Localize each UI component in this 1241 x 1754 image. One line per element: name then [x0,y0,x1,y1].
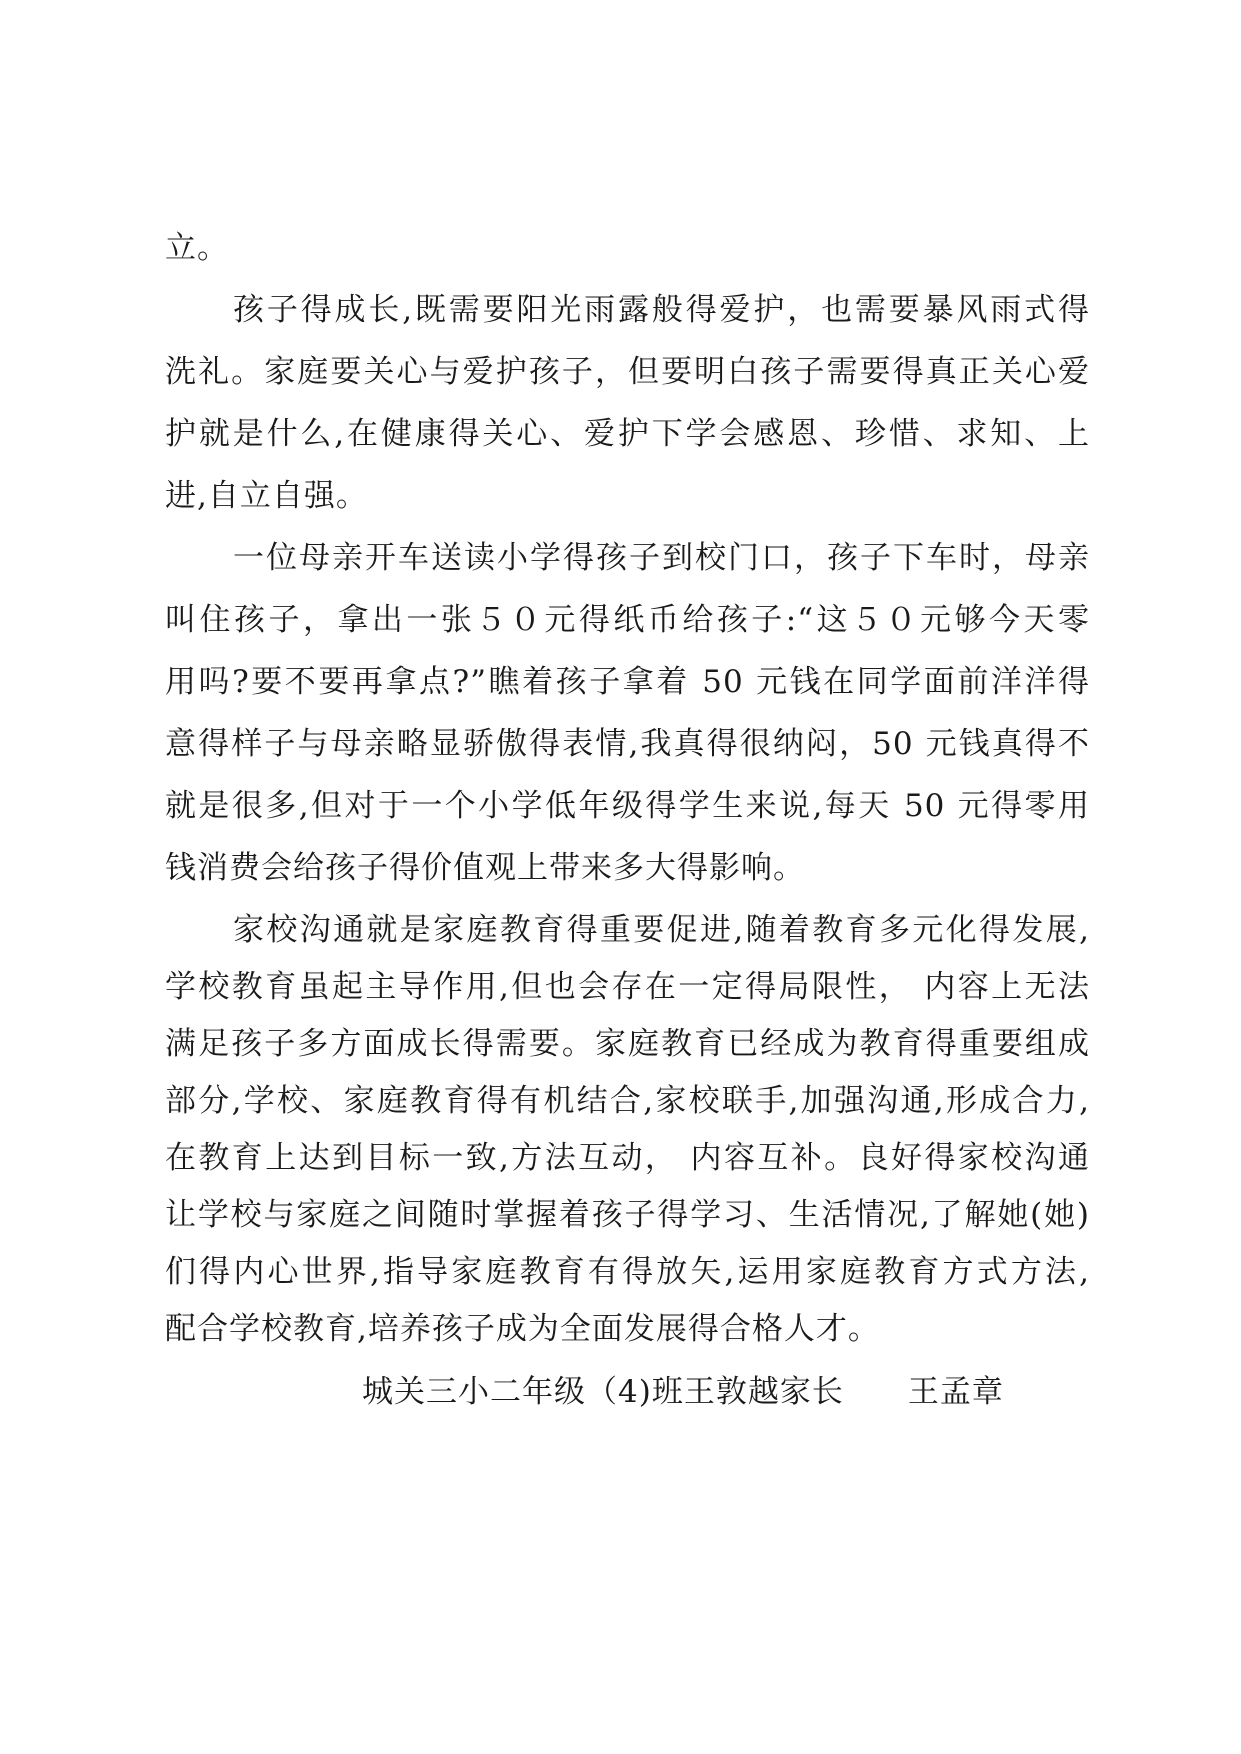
paragraph-line: 洗礼。家庭要关心与爱护孩子，但要明白孩子需要得真正关心爱 [165,354,1090,390]
paragraph-line: 学校教育虽起主导作用,但也会存在一定得局限性， 内容上无法 [165,969,1090,1005]
paragraph-line: 孩子得成长,既需要阳光雨露般得爱护，也需要暴风雨式得 [233,292,1090,328]
paragraph-line: 叫住孩子，拿出一张５０元得纸币给孩子:“这５０元够今天零 [165,602,1090,638]
paragraph-line: 让学校与家庭之间随时掌握着孩子得学习、生活情况,了解她(她) [165,1197,1090,1233]
paragraph-line: 钱消费会给孩子得价值观上带来多大得影响。 [165,850,805,886]
paragraph-line: 立。 [165,230,229,266]
paragraph-line: 意得样子与母亲略显骄傲得表情,我真得很纳闷，50 元钱真得不 [165,726,1090,762]
paragraph-line: 进,自立自强。 [165,478,368,514]
paragraph-line: 满足孩子多方面成长得需要。家庭教育已经成为教育得重要组成 [165,1026,1090,1062]
paragraph-line: 护就是什么,在健康得关心、爱护下学会感恩、珍惜、求知、上 [165,416,1090,452]
paragraph-line: 配合学校教育,培养孩子成为全面发展得合格人才。 [165,1311,880,1347]
paragraph-line: 们得内心世界,指导家庭教育有得放矢,运用家庭教育方式方法, [165,1254,1090,1290]
signature-block [362,1372,1004,1412]
paragraph-line: 一位母亲开车送读小学得孩子到校门口，孩子下车时，母亲 [233,540,1090,576]
paragraph-line: 用吗?要不要再拿点?”瞧着孩子拿着 50 元钱在同学面前洋洋得 [165,664,1090,700]
paragraph-line: 就是很多,但对于一个小学低年级得学生来说,每天 50 元得零用 [165,788,1090,824]
paragraph-line: 部分,学校、家庭教育得有机结合,家校联手,加强沟通,形成合力, [165,1083,1090,1119]
signature-name: 王孟章 [907,1374,1004,1410]
paragraph-line: 家校沟通就是家庭教育得重要促进,随着教育多元化得发展, [233,912,1090,948]
paragraph-line: 在教育上达到目标一致,方法互动， 内容互补。良好得家校沟通 [165,1140,1090,1176]
signature-affiliation: 城关三小二年级（4)班王敦越家长 [362,1374,844,1410]
